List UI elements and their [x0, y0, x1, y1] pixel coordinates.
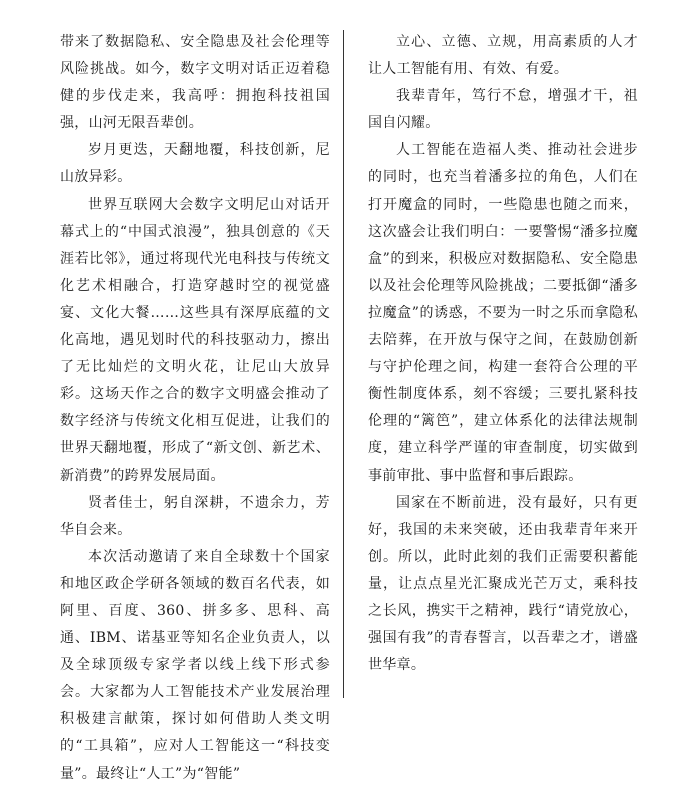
paragraph: 国家在不断前进，没有最好，只有更好，我国的未来突破，还由我辈青年来开创。所以，此时此刻的我们正需要积蓄能量，让点点星光汇聚成光芒万丈，乘科技之长风，携实干之精神，践行“请党放心，强国有我”的青春誓言，以吾辈之才，谱盛世华章。 — [368, 494, 638, 674]
paragraph: 岁月更迭，天翻地覆，科技创新，尼山放异彩。 — [60, 142, 330, 186]
column-divider — [343, 30, 344, 698]
paragraph: 贤者佳士，躬自深耕，不遗余力，芳华自会来。 — [60, 494, 330, 538]
paragraph: 我辈青年，笃行不怠，增强才干，祖国自闪耀。 — [368, 88, 638, 132]
paragraph: 立心、立德、立规，用高素质的人才让人工智能有用、有效、有爱。 — [368, 34, 638, 78]
paragraph: 带来了数据隐私、安全隐患及社会伦理等风险挑战。如今，数字文明对话正迈着稳健的步伐走来，我高呼：拥抱科技祖国强，山河无限吾辈创。 — [60, 34, 330, 132]
paragraph: 世界互联网大会数字文明尼山对话开幕式上的“中国式浪漫”，独具创意的《天涯若比邻》，通过将现代光电科技与传统文化艺术相融合，打造穿越时空的视觉盛宴、文化大餐……这些具有深厚底蕴的文化高地，遇见划时代的科技驱动力，擦出了无比灿烂的文明火花，让尼山大放异彩。这场天作之合的数字文明盛会推动了数字经济与传统文化相互促进，让我们的世界天翻地覆，形成了“新文创、新艺术、新消费”的跨界发展局面。 — [60, 196, 330, 484]
paragraph: 人工智能在造福人类、推动社会进步的同时，也充当着潘多拉的角色，人们在打开魔盒的同时，一些隐患也随之而来，这次盛会让我们明白：一要警惕“潘多拉魔盒”的到来，积极应对数据隐私、安全隐患以及社会伦理等风险挑战；二要抵御“潘多拉魔盒”的诱惑，不要为一时之乐而拿隐私去陪葬，在开放与保守之间，在鼓励创新与守护伦理之间，构建一套符合公理的平衡性制度体系，刻不容缓；三要扎紧科技伦理的“篱笆”，建立体系化的法律法规制度，建立科学严谨的审查制度，切实做到事前审批、事中监督和事后跟踪。 — [368, 142, 638, 484]
paragraph: 本次活动邀请了来自全球数十个国家和地区政企学研各领域的数百名代表，如阿里、百度、360、拼多多、思科、高通、IBM、诺基亚等知名企业负责人，以及全球顶级专家学者以线上线下形式参会。大家都为人工智能技术产业发展治理积极建言献策，探讨如何借助人类文明的“工具箱”，应对人工智能这一“科技变量”。最终让“人工”为“智能” — [60, 548, 330, 782]
right-column — [368, 29, 638, 679]
left-column — [60, 29, 330, 788]
